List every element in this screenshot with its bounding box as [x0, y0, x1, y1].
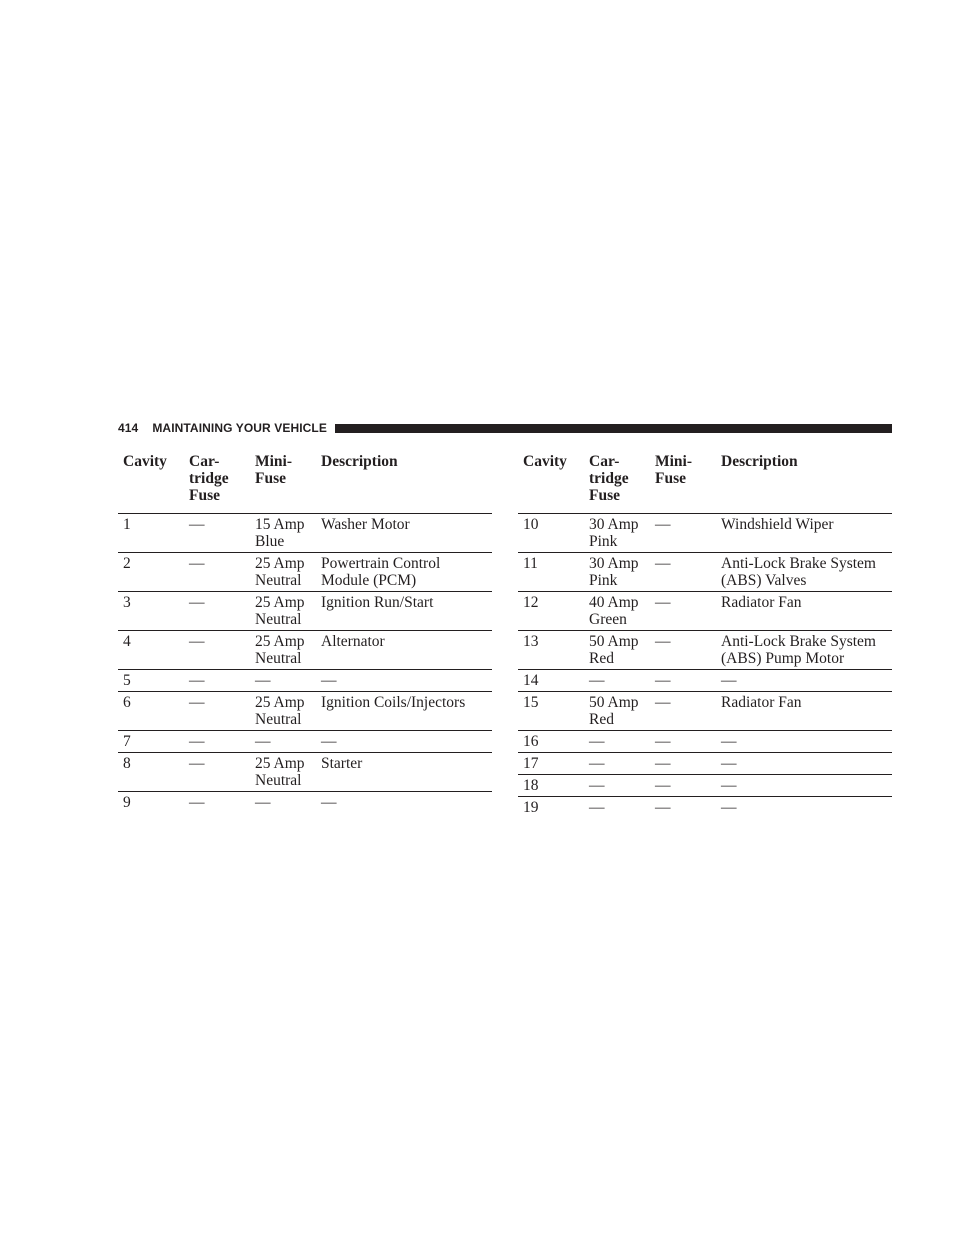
cavity-cell: 17	[518, 753, 584, 775]
mini-fuse-cell: —	[250, 731, 316, 753]
header-cartridge-fuse: Car- tridge Fuse	[584, 449, 650, 514]
cavity-cell: 10	[518, 514, 584, 553]
cartridge-fuse-cell: —	[184, 731, 250, 753]
mini-fuse-cell: 25 Amp Neutral	[250, 753, 316, 792]
table-header-row	[118, 449, 492, 514]
cartridge-fuse-cell: —	[589, 799, 605, 816]
cavity-cell: 9	[123, 794, 131, 811]
description-cell: —	[716, 731, 892, 753]
table-row	[118, 592, 492, 631]
cavity-cell: 5	[118, 670, 184, 692]
table-row	[118, 514, 492, 553]
cartridge-fuse-cell: —	[584, 731, 650, 753]
table-row	[518, 731, 892, 753]
cavity-cell: 19	[523, 799, 539, 816]
header-rule	[335, 424, 892, 433]
cartridge-fuse-cell: 40 Amp Green	[584, 592, 650, 631]
table-row	[118, 731, 492, 753]
mini-fuse-cell: 25 Amp Neutral	[250, 631, 316, 670]
header-description: Description	[316, 449, 492, 514]
description-cell: Ignition Run/Start	[316, 592, 492, 631]
mini-fuse-cell: —	[650, 553, 716, 592]
mini-fuse-cell: 25 Amp Neutral	[250, 692, 316, 731]
mini-fuse-cell: —	[650, 775, 716, 797]
mini-fuse-cell: —	[250, 670, 316, 692]
cavity-cell: 18	[518, 775, 584, 797]
fuse-table-left	[118, 449, 492, 813]
cavity-cell: 6	[118, 692, 184, 731]
table-row	[118, 692, 492, 731]
table-row	[118, 553, 492, 592]
table-row	[518, 797, 892, 819]
header-description: Description	[716, 449, 892, 514]
description-cell: Starter	[316, 753, 492, 792]
cartridge-fuse-cell: 50 Amp Red	[584, 631, 650, 670]
cartridge-fuse-cell: —	[189, 794, 205, 811]
mini-fuse-cell: —	[650, 692, 716, 731]
cavity-cell: 8	[118, 753, 184, 792]
description-cell: Windshield Wiper	[716, 514, 892, 553]
cartridge-fuse-cell: —	[584, 775, 650, 797]
cavity-cell: 15	[518, 692, 584, 731]
table-row	[518, 514, 892, 553]
mini-fuse-cell: —	[255, 794, 271, 811]
description-cell: Washer Motor	[316, 514, 492, 553]
cavity-cell: 13	[518, 631, 584, 670]
table-row	[518, 670, 892, 692]
table-row	[118, 792, 492, 814]
mini-fuse-cell: 25 Amp Neutral	[250, 553, 316, 592]
cartridge-fuse-cell: —	[584, 670, 650, 692]
cartridge-fuse-cell: —	[184, 692, 250, 731]
cartridge-fuse-cell: —	[184, 592, 250, 631]
table-row	[518, 592, 892, 631]
mini-fuse-cell: —	[650, 631, 716, 670]
mini-fuse-cell: —	[650, 670, 716, 692]
description-cell: —	[721, 799, 737, 816]
table-row	[518, 775, 892, 797]
table-row	[118, 670, 492, 692]
cavity-cell: 11	[518, 553, 584, 592]
mini-fuse-cell: —	[650, 514, 716, 553]
cartridge-fuse-cell: —	[584, 753, 650, 775]
table-row	[118, 753, 492, 792]
description-cell: Ignition Coils/Injectors	[316, 692, 492, 731]
cavity-cell: 3	[118, 592, 184, 631]
fuse-table-right	[518, 449, 892, 818]
section-title: MAINTAINING YOUR VEHICLE	[152, 421, 327, 435]
description-cell: Radiator Fan	[716, 692, 892, 731]
cartridge-fuse-cell: —	[184, 670, 250, 692]
cartridge-fuse-cell: —	[184, 631, 250, 670]
table-row	[118, 631, 492, 670]
mini-fuse-cell: —	[650, 731, 716, 753]
cartridge-fuse-cell: —	[184, 514, 250, 553]
table-row	[518, 692, 892, 731]
cavity-cell: 14	[518, 670, 584, 692]
cavity-cell: 2	[118, 553, 184, 592]
header-mini-fuse: Mini- Fuse	[250, 449, 316, 514]
fuse-table-right-body	[518, 514, 892, 819]
description-cell: —	[716, 775, 892, 797]
header-cavity: Cavity	[118, 449, 184, 514]
cavity-cell: 4	[118, 631, 184, 670]
description-cell: Powertrain Control Module (PCM)	[316, 553, 492, 592]
description-cell: Alternator	[316, 631, 492, 670]
cartridge-fuse-cell: 30 Amp Pink	[584, 553, 650, 592]
description-cell: —	[716, 670, 892, 692]
cavity-cell: 12	[518, 592, 584, 631]
cartridge-fuse-cell: 30 Amp Pink	[584, 514, 650, 553]
table-row	[518, 753, 892, 775]
description-cell: —	[316, 670, 492, 692]
cartridge-fuse-cell: —	[184, 753, 250, 792]
header-mini-fuse: Mini- Fuse	[650, 449, 716, 514]
mini-fuse-cell: —	[650, 753, 716, 775]
description-cell: Anti-Lock Brake System (ABS) Valves	[716, 553, 892, 592]
mini-fuse-cell: —	[650, 592, 716, 631]
description-cell: —	[716, 753, 892, 775]
header-cartridge-fuse: Car- tridge Fuse	[184, 449, 250, 514]
mini-fuse-cell: 15 Amp Blue	[250, 514, 316, 553]
table-row	[518, 631, 892, 670]
description-cell: Anti-Lock Brake System (ABS) Pump Motor	[716, 631, 892, 670]
cavity-cell: 16	[518, 731, 584, 753]
mini-fuse-cell: —	[655, 799, 671, 816]
cartridge-fuse-cell: —	[184, 553, 250, 592]
description-cell: —	[316, 731, 492, 753]
page-header	[118, 420, 892, 436]
description-cell: Radiator Fan	[716, 592, 892, 631]
mini-fuse-cell: 25 Amp Neutral	[250, 592, 316, 631]
cavity-cell: 7	[118, 731, 184, 753]
cartridge-fuse-cell: 50 Amp Red	[584, 692, 650, 731]
description-cell: —	[321, 794, 337, 811]
page-number: 414	[118, 421, 139, 435]
table-header-row	[518, 449, 892, 514]
header-cavity: Cavity	[518, 449, 584, 514]
fuse-table-left-body	[118, 514, 492, 814]
cavity-cell: 1	[118, 514, 184, 553]
table-row	[518, 553, 892, 592]
